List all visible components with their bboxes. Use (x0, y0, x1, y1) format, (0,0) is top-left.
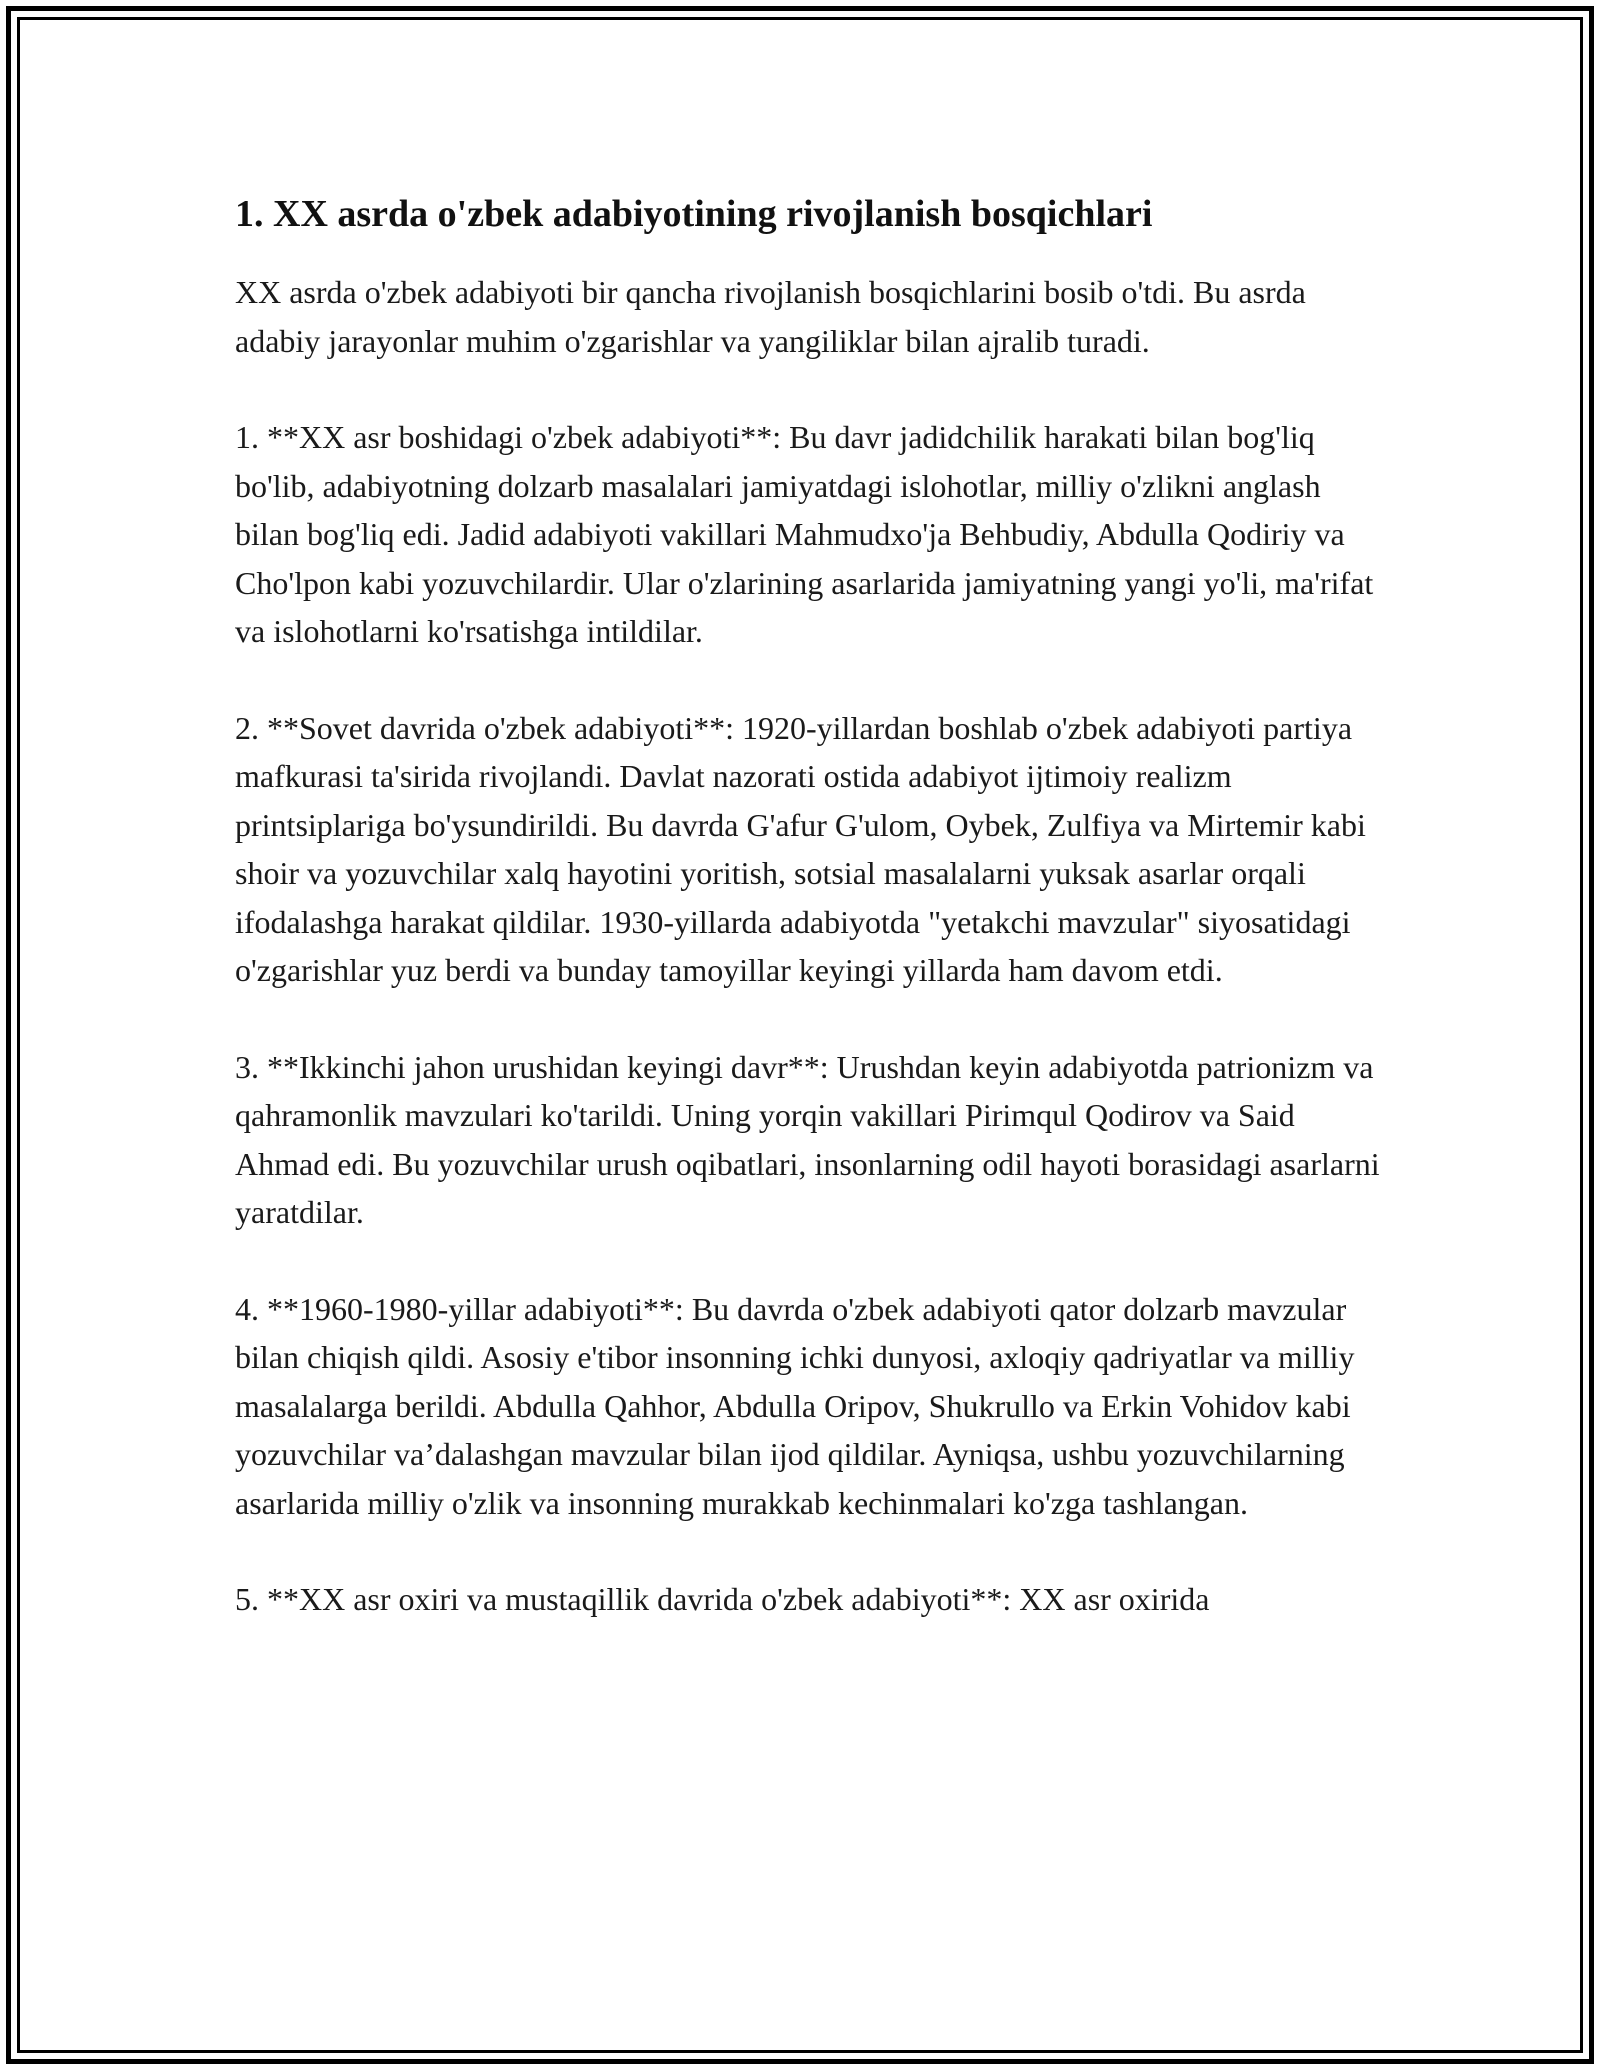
paragraph-1960-1980-period: 4. **1960-1980-yillar adabiyoti**: Bu davrda o'zbek adabiyoti qator dolzarb mavzular bilan chiqish qildi. Asosiy e'tibor insonning ichki dunyosi, axloqiy qadriyatlar va milliy masalalarga berildi. Abdulla Qahhor, Abdulla Oripov, Shukrullo va Erkin Vohidov kabi yozuvchilar va’dalashgan mavzular bilan ijod qildilar. Ayniqsa, ushbu yozuvchilarning asarlarida milliy o'zlik va insonning murakkab kechinmalari ko'zga tashlangan. (235, 1290, 1355, 1521)
intro-paragraph: XX asrda o'zbek adabiyoti bir qancha rivojlanish bosqichlarini bosib o'tdi. Bu asrda adabiy jarayonlar muhim o'zgarishlar va yangiliklar bilan ajralib turadi. (235, 274, 1306, 359)
paragraph-soviet-period: 2. **Sovet davrida o'zbek adabiyoti**: 1920-yillardan boshlab o'zbek adabiyoti partiya mafkurasi ta'sirida rivojlandi. Davlat nazorati ostida adabiyot ijtimoiy realizm printsiplariga bo'ysundirildi. Bu davrda G'afur G'ulom, Oybek, Zulfiya va Mirtemir kabi shoir va yozuvchilar xalq hayotini yoritish, sotsial masalalarni yuksak asarlar orqali ifodalashga harakat qildilar. 1930-yillarda adabiyotda "yetakchi mavzular" siyosatidagi o'zgarishlar yuz berdi va bunday tamoyillar keyingi yillarda ham davom etdi. (235, 709, 1366, 988)
paragraph-jadid-period: 1. **XX asr boshidagi o'zbek adabiyoti**: Bu davr jadidchilik harakati bilan bog'liq bo'lib, adabiyotning dolzarb masalalari jamiyatdagi islohotlar, milliy o'zlikni anglash bilan bog'liq edi. Jadid adabiyoti vakillari Mahmudxo'ja Behbudiy, Abdulla Qodiriy va Cho'lpon kabi yozuvchilardir. Ular o'zlarining asarlarida jamiyatning yangi yo'li, ma'rifat va islohotlarni ko'rsatishga intildilar. (235, 419, 1374, 649)
paragraph-postwar-period: 3. **Ikkinchi jahon urushidan keyingi davr**: Urushdan keyin adabiyotda patrionizm va qahramonlik mavzulari ko'tarildi. Uning yorqin vakillari Pirimqul Qodirov va Said Ahmad edi. Bu yozuvchilar urush oqibatlari, insonlarning odil hayoti borasidagi asarlarni yaratdilar. (235, 1048, 1380, 1230)
paragraph-independence-period: 5. **XX asr oxiri va mustaqillik davrida o'zbek adabiyoti**: XX asr oxirida (235, 1581, 1210, 1617)
section-heading: 1. XX asrda o'zbek adabiyotining rivojlanish bosqichlari (235, 193, 1153, 235)
document-body (235, 188, 1385, 1672)
